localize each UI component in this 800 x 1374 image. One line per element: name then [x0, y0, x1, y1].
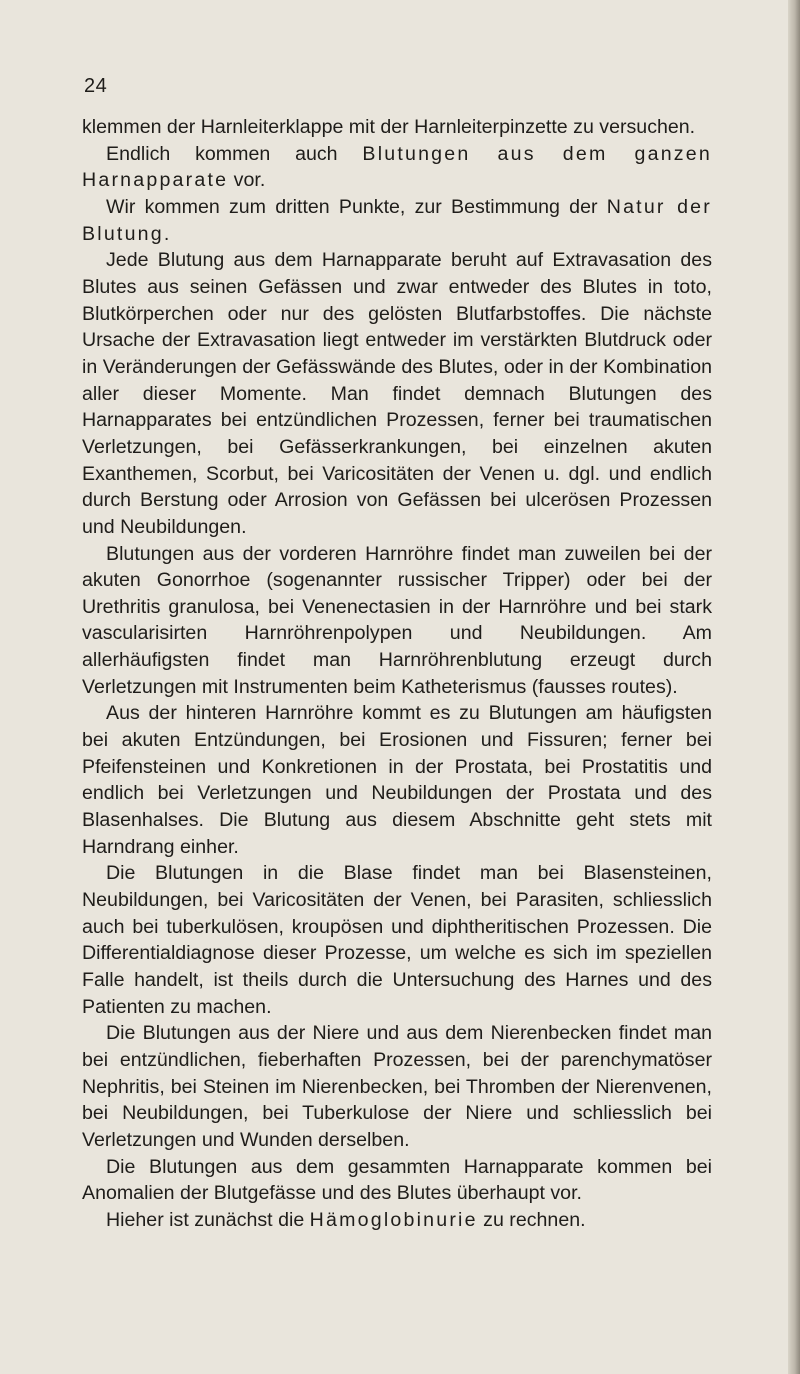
page-edge-shadow [788, 0, 800, 1374]
body-text [82, 114, 712, 1234]
paragraph-p4 [82, 541, 712, 701]
paragraph-text: Die Blutungen in die Blase findet man bei Blasensteinen, Neubildungen, bei Varicositäten der Venen, bei Parasiten, schliesslich auch bei tuberkulösen, kroupösen und diphtheritischen Prozessen. Die Differentialdiagnose dieser Prozesse, um welche es sich im speziellen Falle handelt, ist theils durch die Untersuchung des Harnes und des Patienten zu machen. [82, 862, 712, 1018]
paragraph-text: Hieher ist zunächst die [106, 1208, 310, 1231]
paragraph-text: Aus der hinteren Harnröhre kommt es zu Blutungen am häufigsten bei akuten Entzündungen, bei Erosionen und Fissuren; ferner bei Pfeifensteinen und Konkretionen in der Prostata, bei Prostatitis und endlich bei Verletzungen und Neubildungen der Prostata und des Blasenhalses. Die Blutung aus diesem Abschnitte geht stets mit Harndrang einher. [82, 702, 712, 858]
paragraph-p0 [82, 114, 712, 141]
paragraph-p8 [82, 1154, 712, 1207]
spaced-emphasis-text: Blutungen aus dem ganzen Harnapparate [82, 142, 712, 192]
paragraph-text: klemmen der Harnleiterklappe mit der Harnleiterpinzette zu versuchen. [82, 116, 696, 138]
spaced-emphasis-text: Natur der Blutung. [82, 195, 713, 245]
paragraph-text: Die Blutungen aus dem gesammten Harnapparate kommen bei Anomalien der Blutgefässe und des Blutes überhaupt vor. [82, 1155, 712, 1205]
paragraph-p7 [82, 1020, 712, 1153]
page-number: 24 [84, 75, 108, 97]
spaced-emphasis-text: Hämoglobinurie [309, 1208, 478, 1231]
paragraph-p2 [82, 194, 712, 247]
paragraph-text: vor. [228, 169, 266, 192]
paragraph-p9 [82, 1207, 712, 1234]
paragraph-text: Jede Blutung aus dem Harnapparate beruht auf Extravasation des Blutes aus seinen Gefässen und zwar entweder des Blutes in toto, Blutkörperchen oder nur des gelösten Blutfarbstoffes. Die nächste Ursache der Extravasation liegt entweder im verstärkten Blutdruck oder in Veränderungen der Gefässwände des Blutes, oder in der Kombination aller dieser Momente. Man findet demnach Blutungen des Harnapparates bei entzündlichen Prozessen, ferner bei traumatischen Verletzungen, bei Gefässerkrankungen, bei einzelnen akuten Exanthemen, Scorbut, bei Varicositäten der Venen u. dgl. und endlich durch Berstung oder Arrosion von Gefässen bei ulcerösen Prozessen und Neubildungen. [82, 249, 712, 538]
paragraph-p5 [82, 700, 712, 860]
paragraph-text: Wir kommen zum dritten Punkte, zur Bestimmung der [106, 195, 607, 218]
paragraph-p6 [82, 860, 712, 1020]
paragraph-p1 [82, 141, 712, 194]
paragraph-text: Endlich kommen auch [106, 142, 363, 165]
paragraph-p3 [82, 247, 712, 540]
paragraph-text: Blutungen aus der vorderen Harnröhre findet man zuweilen bei der akuten Gonorrhoe (sogenannter russischer Tripper) oder bei der Urethritis granulosa, bei Venenectasien in der Harnröhre und bei stark vascularisirten Harnröhrenpolypen und Neubildungen. Am allerhäufigsten findet man Harnröhrenblutung erzeugt durch Verletzungen mit Instrumenten beim Katheterismus (fausses routes). [82, 542, 712, 698]
paragraph-text: zu rechnen. [477, 1208, 586, 1231]
paragraph-text: Die Blutungen aus der Niere und aus dem Nierenbecken findet man bei entzündlichen, fieberhaften Prozessen, bei der parenchymatöser Nephritis, bei Steinen im Nierenbecken, bei Thromben der Nierenvenen, bei Neubildungen, bei Tuberkulose der Niere und schliesslich bei Verletzungen und Wunden derselben. [82, 1022, 712, 1151]
